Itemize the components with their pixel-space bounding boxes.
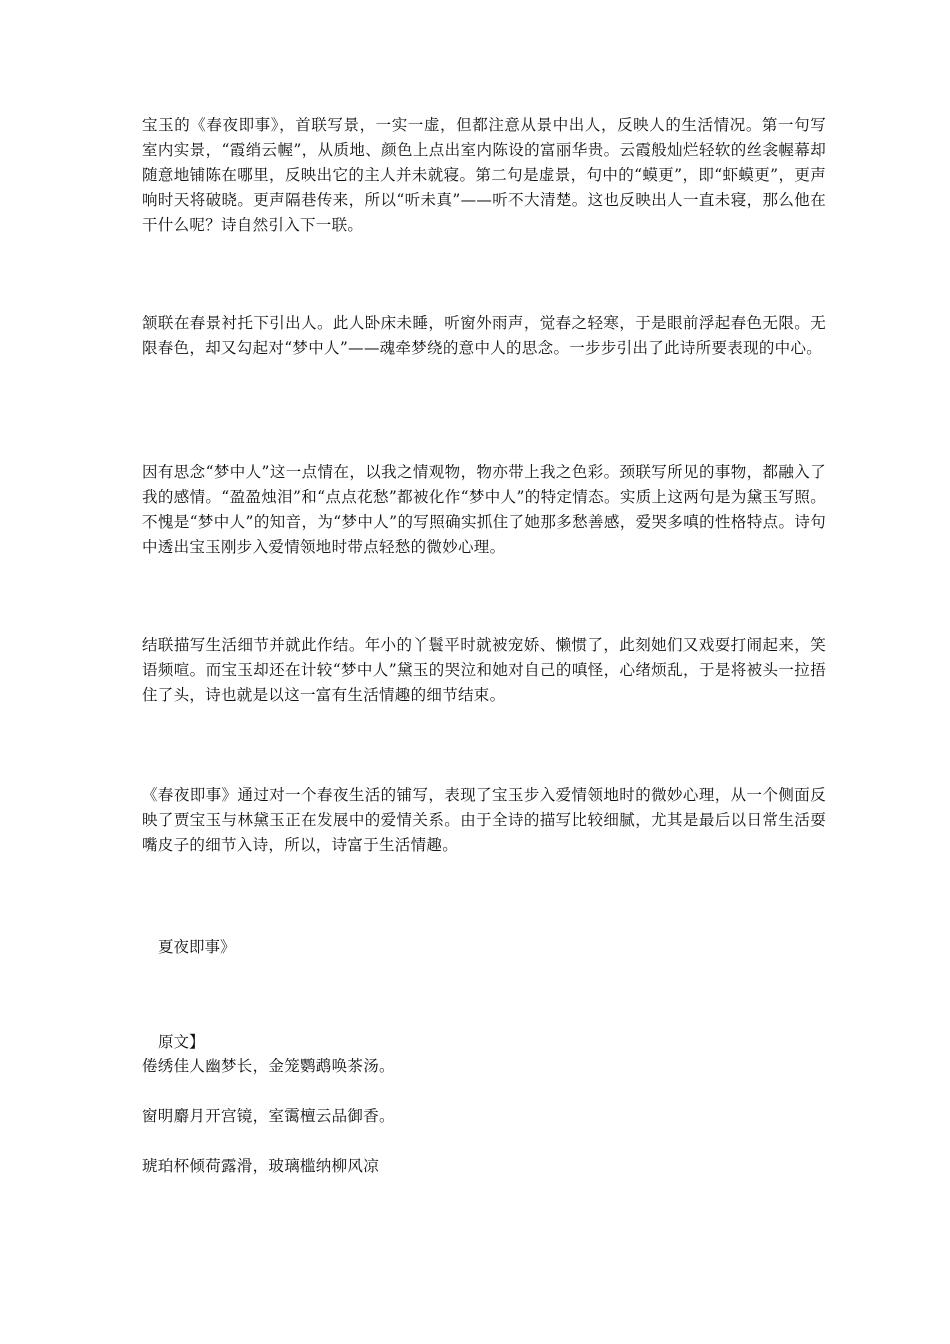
paragraph-final-couplet: 结联描写生活细节并就此作结。年小的丫鬟平时就被宠娇、懒惯了，此刻她们又戏耍打闹起来，笑语频喧。而宝玉却还在计较“梦中人”黛玉的哭泣和她对自己的嗔怪，心绪烦乱，于是将被头一拉捂住了头，诗也就是以这一富有生活情趣的细节结束。 bbox=[142, 636, 826, 704]
paragraph-first-couplet: 宝玉的《春夜即事》，首联写景，一实一虚，但都注意从景中出人，反映人的生活情况。第一句写室内实景，“霞绡云幄”，从质地、颜色上点出室内陈设的富丽华贵。云霞般灿烂轻软的丝衾幄幕却随意地铺陈在哪里，反映出它的主人并未就寝。第二句是虚景，句中的“蟆更”，即“虾蟆更”，更声响时天将破晓。更声隔巷传来，所以“听未真”——听不大清楚。这也反映出人一直未寝，那么他在干什么呢？诗自然引入下一联。 bbox=[142, 116, 826, 234]
original-text-label: 原文】 bbox=[158, 1033, 205, 1051]
poem-line-1: 倦绣佳人幽梦长，金笼鹦鹉唤茶汤。 bbox=[142, 1057, 395, 1075]
paragraph-third-couplet: 因有思念“梦中人”这一点情在，以我之情观物，物亦带上我之色彩。颈联写所见的事物，都融入了我的感情。“盈盈烛泪”和“点点花愁”都被化作“梦中人”的特定情态。实质上这两句是为黛玉写照。不愧是“梦中人”的知音，为“梦中人”的写照确实抓住了她那多愁善感，爱哭多嗔的性格特点。诗句中透出宝玉刚步入爱情领地时带点轻愁的微妙心理。 bbox=[142, 463, 826, 556]
paragraph-second-couplet: 颔联在春景衬托下引出人。此人卧床未睡，听窗外雨声，觉春之轻寒，于是眼前浮起春色无限。无限春色，却又勾起对“梦中人”——魂牵梦绕的意中人的思念。一步步引出了此诗所要表现的中心。 bbox=[142, 314, 826, 357]
poem-line-2: 窗明麝月开宫镜，室霭檀云品御香。 bbox=[142, 1107, 395, 1125]
paragraph-summary: 《春夜即事》通过对一个春夜生活的铺写，表现了宝玉步入爱情领地时的微妙心理，从一个侧面反映了贾宝玉与林黛玉正在发展中的爱情关系。由于全诗的描写比较细腻，尤其是最后以日常生活耍嘴皮子的细节入诗，所以，诗富于生活情趣。 bbox=[142, 786, 826, 854]
poem-title-heading: 夏夜即事》 bbox=[158, 938, 236, 956]
poem-line-3: 琥珀杯倾荷露滑，玻璃槛纳柳风凉 bbox=[142, 1157, 380, 1175]
